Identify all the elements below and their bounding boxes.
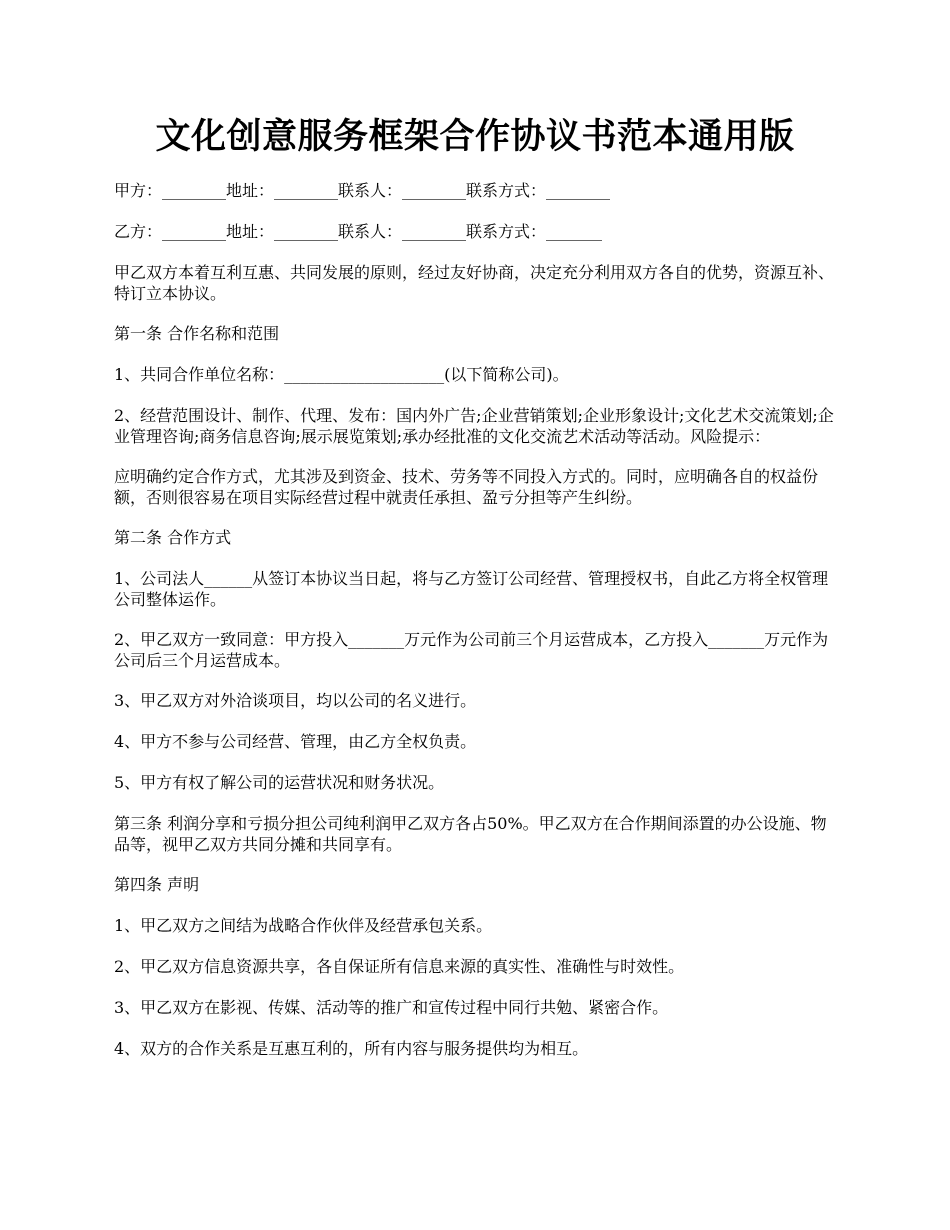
party-b-info: 乙方：________地址：________联系人：________联系方式：_______ — [114, 222, 603, 241]
article-1-heading: 第一条 合作名称和范围 — [114, 324, 280, 343]
article-4-clause-1: 1、甲乙双方之间结为战略合作伙伴及经营承包关系。 — [114, 916, 493, 935]
article-4-clause-3: 3、甲乙双方在影视、传媒、活动等的推广和宣传过程中同行共勉、紧密合作。 — [114, 998, 669, 1017]
risk-note-paragraph: 应明确约定合作方式，尤其涉及到资金、技术、劳务等不同投入方式的。同时，应明确各自的权益份额，否则很容易在项目实际经营过程中就责任承担、盈亏分担等产生纠纷。 — [114, 467, 819, 507]
document-title: 文化创意服务框架合作协议书范本通用版 — [155, 116, 795, 157]
article-2-clause-2: 2、甲乙双方一致同意：甲方投入_______万元作为公司前三个月运营成本，乙方投入_______万元作为公司后三个月运营成本。 — [114, 630, 829, 670]
article-2-clause-3: 3、甲乙双方对外洽谈项目，均以公司的名义进行。 — [114, 691, 477, 710]
preamble-paragraph: 甲乙双方本着互利互惠、共同发展的原则，经过友好协商，决定充分利用双方各自的优势，资源互补、特订立本协议。 — [114, 263, 835, 303]
article-4-heading: 第四条 声明 — [114, 875, 200, 894]
party-a-info: 甲方：________地址：________联系人：________联系方式：________ — [114, 181, 611, 200]
article-2-heading: 第二条 合作方式 — [114, 528, 232, 547]
article-2-clause-1: 1、公司法人______从签订本协议当日起，将与乙方签订公司经营、管理授权书，自此乙方将全权管理公司整体运作。 — [114, 569, 829, 609]
article-3-paragraph: 第三条 利润分享和亏损分担公司纯利润甲乙双方各占50%。甲乙双方在合作期间添置的办公设施、物品等，视甲乙双方共同分摊和共同享有。 — [114, 814, 827, 854]
article-1-clause-1: 1、共同合作单位名称：____________________(以下简称公司)。 — [114, 365, 569, 384]
article-2-clause-4: 4、甲方不参与公司经营、管理，由乙方全权负责。 — [114, 732, 477, 751]
article-1-clause-2: 2、经营范围设计、制作、代理、发布：国内外广告;企业营销策划;企业形象设计;文化艺术交流策划;企业管理咨询;商务信息咨询;展示展览策划;承办经批准的文化交流艺术活动等活动。风险提示： — [114, 406, 834, 446]
article-2-clause-5: 5、甲方有权了解公司的运营状况和财务状况。 — [114, 773, 445, 792]
document-body — [114, 180, 842, 1079]
article-4-clause-4: 4、双方的合作关系是互惠互利的，所有内容与服务提供均为相互。 — [114, 1039, 589, 1058]
article-4-clause-2: 2、甲乙双方信息资源共享，各自保证所有信息来源的真实性、准确性与时效性。 — [114, 957, 685, 976]
